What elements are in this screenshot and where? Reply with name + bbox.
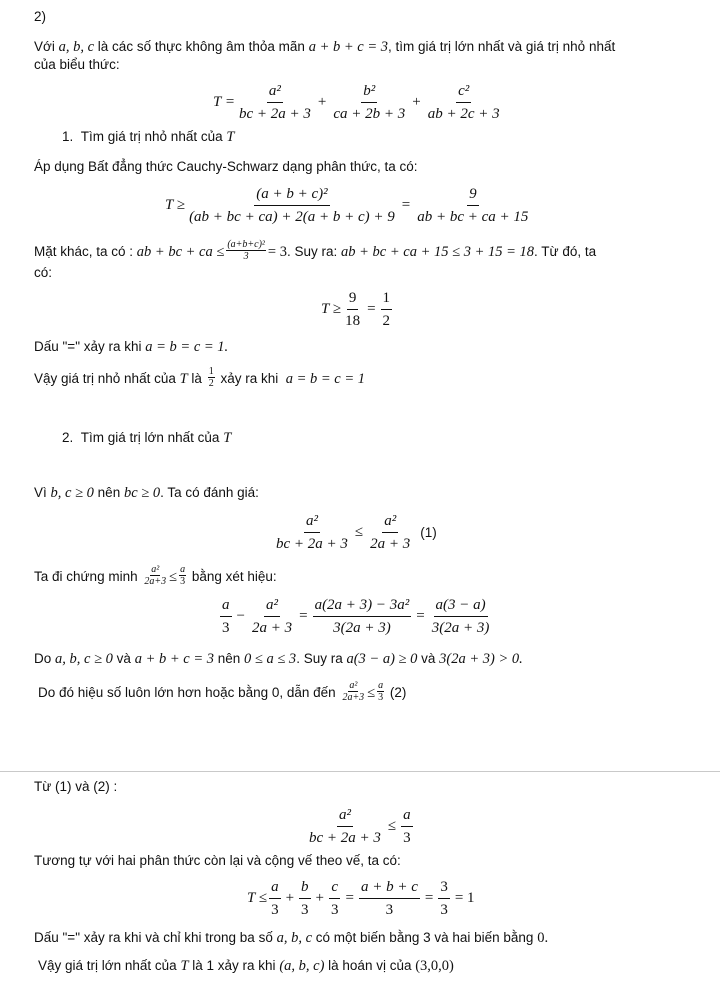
- section-heading-min: [62, 128, 234, 146]
- numerator: a: [401, 806, 413, 827]
- denominator: 3: [378, 692, 384, 703]
- numerator: a(3 − a): [434, 596, 488, 617]
- denominator: 2a + 3: [251, 620, 293, 636]
- math-expr: a = b = c = 1.: [145, 339, 229, 355]
- fraction: [343, 289, 362, 330]
- small-fraction: [208, 366, 215, 389]
- fraction: [307, 806, 383, 847]
- heading-text: Tìm giá trị lớn nhất của: [80, 430, 224, 445]
- text: bằng xét hiệu:: [188, 569, 277, 585]
- min-conclusion: [34, 368, 365, 391]
- math-var: T: [223, 430, 232, 446]
- numerator: a²: [349, 680, 358, 691]
- fraction: [401, 806, 413, 847]
- numerator: a²: [264, 596, 280, 617]
- text: Vì: [34, 485, 51, 500]
- denominator: 18: [345, 313, 361, 329]
- prove-text: [34, 566, 277, 589]
- text: có một biến bằng 3 và hai biến bằng: [312, 930, 538, 945]
- numerator: c: [329, 878, 340, 899]
- min-bound-equation: [321, 289, 394, 330]
- denominator: 2: [208, 378, 214, 389]
- fraction: [359, 878, 420, 919]
- denominator: 2a + 3: [370, 536, 411, 552]
- text: Ta đi chứng minh: [34, 569, 142, 585]
- equals-sign: =: [401, 197, 411, 213]
- plus-sign: +: [317, 94, 327, 110]
- similar-text: Tương tự với hai phân thức còn lại và cộng vế theo vế, ta có:: [34, 853, 401, 868]
- problem-statement-line-1: [34, 38, 615, 56]
- text: là hoán vị của: [324, 958, 416, 973]
- inequality-1: [272, 512, 437, 553]
- fraction: [250, 596, 294, 637]
- denominator: bc + 2a + 3: [309, 830, 381, 846]
- math-expr: ab + bc + ca ≤: [136, 244, 225, 261]
- text: nên: [213, 651, 245, 666]
- math-expr: a = b = c = 1: [285, 371, 366, 388]
- fraction: [313, 596, 412, 637]
- fraction: [269, 878, 281, 919]
- equals-sign: =: [299, 608, 308, 624]
- numerator: a: [220, 596, 232, 617]
- text: Mặt khác, ta có :: [34, 244, 137, 260]
- plus-sign: +: [315, 890, 324, 906]
- since-text: [34, 484, 259, 502]
- text: Với: [34, 39, 59, 54]
- from-text: Từ (1) và (2) :: [34, 779, 118, 794]
- math-expr: bc ≥ 0: [123, 485, 161, 501]
- math-value: 0.: [537, 930, 549, 946]
- hence-text: [38, 682, 406, 705]
- combined-inequality: [305, 806, 415, 847]
- plus-sign: +: [412, 94, 421, 110]
- list-number: 1.: [62, 129, 74, 144]
- numerator: 1: [381, 289, 393, 310]
- math-var: T: [180, 958, 189, 974]
- denominator: ab + 2c + 3: [427, 106, 500, 122]
- less-equal-sign: ≤: [169, 569, 178, 586]
- text: Dấu "=" xảy ra khi và chỉ khi trong ba số: [34, 930, 277, 945]
- fraction: [299, 878, 311, 919]
- numerator: 3: [438, 878, 450, 899]
- cauchy-schwarz-inequality: [165, 185, 532, 226]
- fraction: [237, 82, 313, 123]
- fraction: [438, 878, 450, 919]
- text: và: [417, 651, 440, 666]
- equality-condition-max: [34, 929, 548, 947]
- math-expr: (a, b, c): [279, 958, 325, 974]
- math-result: = 3: [267, 244, 287, 261]
- fraction: [368, 512, 412, 553]
- denominator: 3: [440, 902, 448, 918]
- denominator: 3: [243, 251, 249, 262]
- small-fraction: [143, 564, 167, 587]
- text: và: [112, 651, 135, 666]
- text: là 1 xảy ra khi: [188, 958, 280, 973]
- numerator: a: [378, 680, 384, 691]
- denominator: 2a+3: [342, 692, 365, 703]
- numerator: 9: [347, 289, 359, 310]
- denominator: (ab + bc + ca) + 2(a + b + c) + 9: [189, 209, 395, 225]
- fraction: [331, 82, 407, 123]
- fraction: [381, 289, 393, 330]
- equals-sign: =: [416, 608, 425, 624]
- numerator: a: [269, 878, 281, 899]
- plus-sign: +: [285, 890, 295, 906]
- math-expr: 3(2a + 3) > 0.: [439, 651, 523, 667]
- numerator: 9: [467, 185, 479, 206]
- denominator: 2: [382, 313, 391, 329]
- small-fraction: [179, 564, 186, 587]
- math-expr: ab + bc + ca + 15 ≤ 3 + 15 = 18: [341, 244, 535, 261]
- numerator: b: [299, 878, 311, 899]
- text: Vậy giá trị nhỏ nhất của: [34, 371, 180, 387]
- math-condition: a + b + c = 3: [308, 39, 388, 55]
- numerator: a²: [151, 564, 160, 575]
- text: . Ta có đánh giá:: [160, 485, 259, 500]
- fraction: [187, 185, 397, 226]
- text: nên: [93, 485, 124, 500]
- denominator: 3: [180, 576, 186, 587]
- denominator: 3(2a + 3): [431, 620, 490, 636]
- less-equal-sign: ≤: [367, 685, 376, 702]
- denominator: ab + bc + ca + 15: [417, 209, 529, 225]
- text: . Từ đó, ta: [534, 244, 597, 260]
- math-lhs: T ≥: [321, 301, 342, 317]
- sum-inequality: [247, 878, 478, 919]
- list-number: 2.: [62, 430, 74, 445]
- max-conclusion: [38, 957, 454, 975]
- equals-sign: =: [367, 301, 376, 317]
- section-heading-max: [62, 429, 231, 447]
- apply-cauchy-schwarz-text: Áp dụng Bất đẳng thức Cauchy-Schwarz dạng phân thức, ta có:: [34, 159, 418, 174]
- numerator: a²: [267, 82, 283, 103]
- main-expression: [213, 82, 504, 123]
- less-equal-sign: ≤: [354, 524, 364, 540]
- numerator: a + b + c: [359, 878, 420, 899]
- text: Vậy giá trị lớn nhất của: [38, 958, 181, 973]
- math-vars: a, b, c: [58, 39, 95, 55]
- range-text: [34, 650, 523, 668]
- fraction: [274, 512, 350, 553]
- problem-statement-line-2: của biểu thức:: [34, 57, 120, 72]
- numerator: (a+b+c)²: [227, 239, 265, 250]
- numerator: a²: [304, 512, 320, 533]
- fraction: [426, 82, 502, 123]
- denominator: 3: [331, 902, 339, 918]
- math-expr: a(3 − a) ≥ 0: [346, 651, 418, 667]
- numerator: a(2a + 3) − 3a²: [313, 596, 412, 617]
- numerator: (a + b + c)²: [254, 185, 329, 206]
- math-lhs: T ≤: [247, 890, 268, 906]
- equals-sign: =: [424, 890, 434, 906]
- result: = 1: [454, 890, 475, 906]
- math-vars: a, b, c: [276, 930, 313, 946]
- text: , tìm giá trị lớn nhất và giá trị nhỏ nhất: [388, 39, 616, 54]
- denominator: 3: [385, 902, 394, 918]
- fraction: [415, 185, 530, 226]
- equality-condition-min: [34, 338, 228, 356]
- bound-text-continuation: có:: [34, 265, 53, 280]
- text: Do đó hiệu số luôn lớn hơn hoặc bằng 0, dẫn đến: [38, 685, 340, 701]
- equation-tag: (1): [420, 525, 437, 540]
- problem-number: 2): [34, 9, 47, 24]
- fraction: [220, 596, 232, 637]
- math-expr: (3,0,0): [415, 958, 454, 974]
- math-var: T: [226, 129, 235, 145]
- small-fraction: [377, 680, 384, 703]
- denominator: 3: [301, 902, 309, 918]
- less-equal-sign: ≤: [387, 818, 397, 834]
- math-expr: a + b + c = 3: [134, 651, 214, 667]
- fraction: [430, 596, 492, 637]
- math-expr: 0 ≤ a ≤ 3: [244, 651, 297, 667]
- page-divider: [0, 771, 720, 772]
- text: . Suy ra:: [286, 244, 342, 260]
- equation-tag: (2): [386, 685, 407, 701]
- numerator: c²: [456, 82, 471, 103]
- text: xảy ra khi: [216, 371, 282, 387]
- numerator: a: [180, 564, 186, 575]
- text: là các số thực không âm thỏa mãn: [94, 39, 309, 54]
- denominator: ca + 2b + 3: [333, 106, 406, 122]
- heading-text: Tìm giá trị nhỏ nhất của: [80, 129, 227, 144]
- bound-text-line: [34, 241, 596, 264]
- denominator: 3: [403, 830, 411, 846]
- denominator: 3: [222, 620, 230, 636]
- text: là: [187, 371, 206, 387]
- small-fraction: [226, 239, 266, 262]
- math-expr: a, b, c ≥ 0: [55, 651, 113, 667]
- denominator: 2a+3: [144, 576, 167, 587]
- math-lhs: T ≥: [165, 197, 186, 213]
- text: . Suy ra: [296, 651, 347, 666]
- denominator: bc + 2a + 3: [238, 106, 311, 122]
- text: Do: [34, 651, 56, 666]
- equals-sign: =: [345, 890, 354, 906]
- fraction: [329, 878, 341, 919]
- difference-equation: [218, 596, 493, 637]
- numerator: a²: [382, 512, 398, 533]
- denominator: bc + 2a + 3: [276, 536, 348, 552]
- numerator: b²: [361, 82, 377, 103]
- text: Dấu "=" xảy ra khi: [34, 339, 146, 354]
- numerator: 1: [208, 366, 214, 377]
- numerator: a²: [337, 806, 353, 827]
- denominator: 3: [271, 902, 279, 918]
- small-fraction: [341, 680, 365, 703]
- denominator: 3(2a + 3): [333, 620, 391, 636]
- minus-sign: −: [236, 608, 245, 624]
- math-lhs: T =: [213, 94, 235, 110]
- math-var: T: [179, 371, 188, 388]
- math-expr: b, c ≥ 0: [50, 485, 94, 501]
